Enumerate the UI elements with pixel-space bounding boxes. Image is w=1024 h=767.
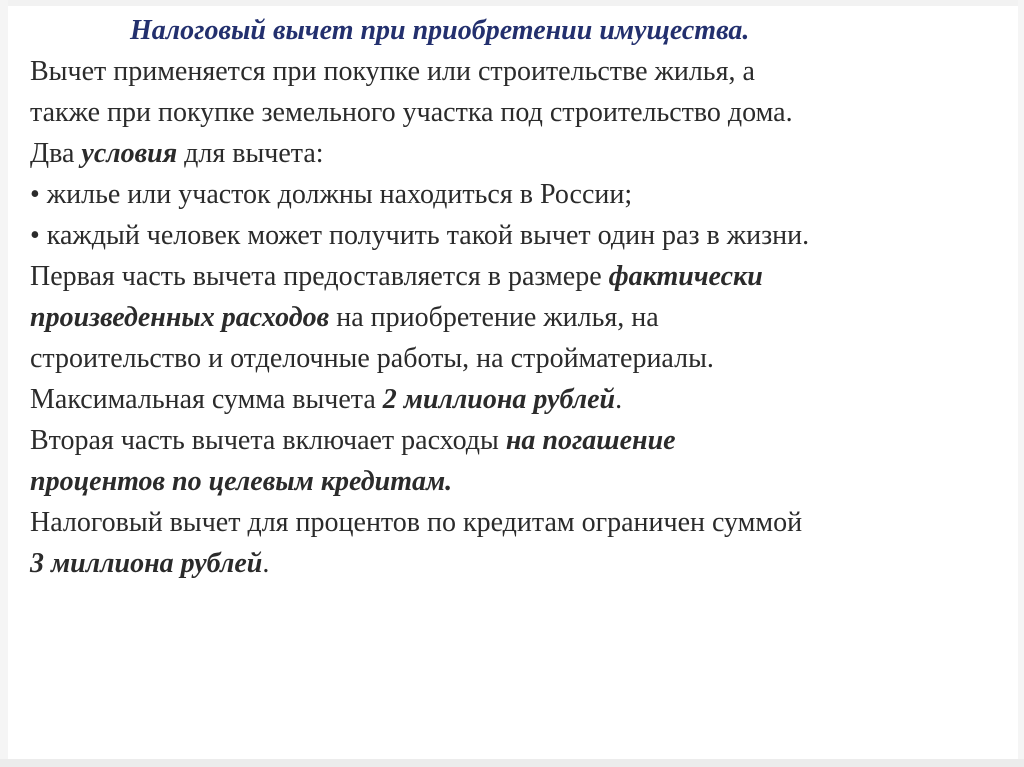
second-part-text: Вторая часть вычета включает расходы xyxy=(30,425,506,456)
slide-bottom-edge xyxy=(0,759,1024,767)
condition-bullet-1: • жилье или участок должны находиться в России; xyxy=(30,179,633,210)
condition-bullet-2: • каждый человек может получить такой вычет один раз в жизни. xyxy=(30,220,810,251)
slide-right-edge xyxy=(1018,0,1024,767)
first-part-emphasis: фактически xyxy=(608,261,763,292)
first-part-line-1 xyxy=(30,256,1005,297)
paragraph-line-2: также при покупке земельного участка под строительство дома. xyxy=(30,97,793,128)
interest-limit-line: Налоговый вычет для процентов по кредитам ограничен суммой xyxy=(30,507,803,538)
paragraph-line-1: Вычет применяется при покупке или строительстве жилья, а xyxy=(30,56,755,87)
conditions-emphasis: условия xyxy=(81,138,178,169)
max-sum-period: . xyxy=(615,384,623,415)
first-part-line-2 xyxy=(30,297,1005,338)
second-part-line-2: процентов по целевым кредитам. xyxy=(30,466,453,497)
conditions-intro xyxy=(30,133,1005,174)
conditions-intro-start: Два xyxy=(30,138,82,169)
max-sum-line xyxy=(30,379,1005,420)
first-part-text: Первая часть вычета предоставляется в размере xyxy=(30,261,609,292)
slide-body xyxy=(30,10,1005,584)
first-part-line-3: строительство и отделочные работы, на стройматериалы. xyxy=(30,343,714,374)
first-part-text-2: на приобретение жилья, на xyxy=(329,302,659,333)
conditions-intro-end: для вычета: xyxy=(177,138,324,169)
expenses-emphasis: произведенных расходов xyxy=(30,302,330,333)
interest-limit-amount-line xyxy=(30,543,1005,584)
max-sum-amount: 2 миллиона рублей xyxy=(382,384,616,415)
slide-title: Налоговый вычет при приобретении имущества. xyxy=(130,15,750,46)
second-part-line-1 xyxy=(30,420,1005,461)
slide-top-edge xyxy=(0,0,1024,6)
second-part-emphasis: на погашение xyxy=(505,425,676,456)
max-sum-text: Максимальная сумма вычета xyxy=(30,384,383,415)
interest-limit-amount: 3 миллиона рублей xyxy=(30,548,263,579)
slide-left-edge xyxy=(0,0,8,767)
interest-limit-period: . xyxy=(262,548,270,579)
